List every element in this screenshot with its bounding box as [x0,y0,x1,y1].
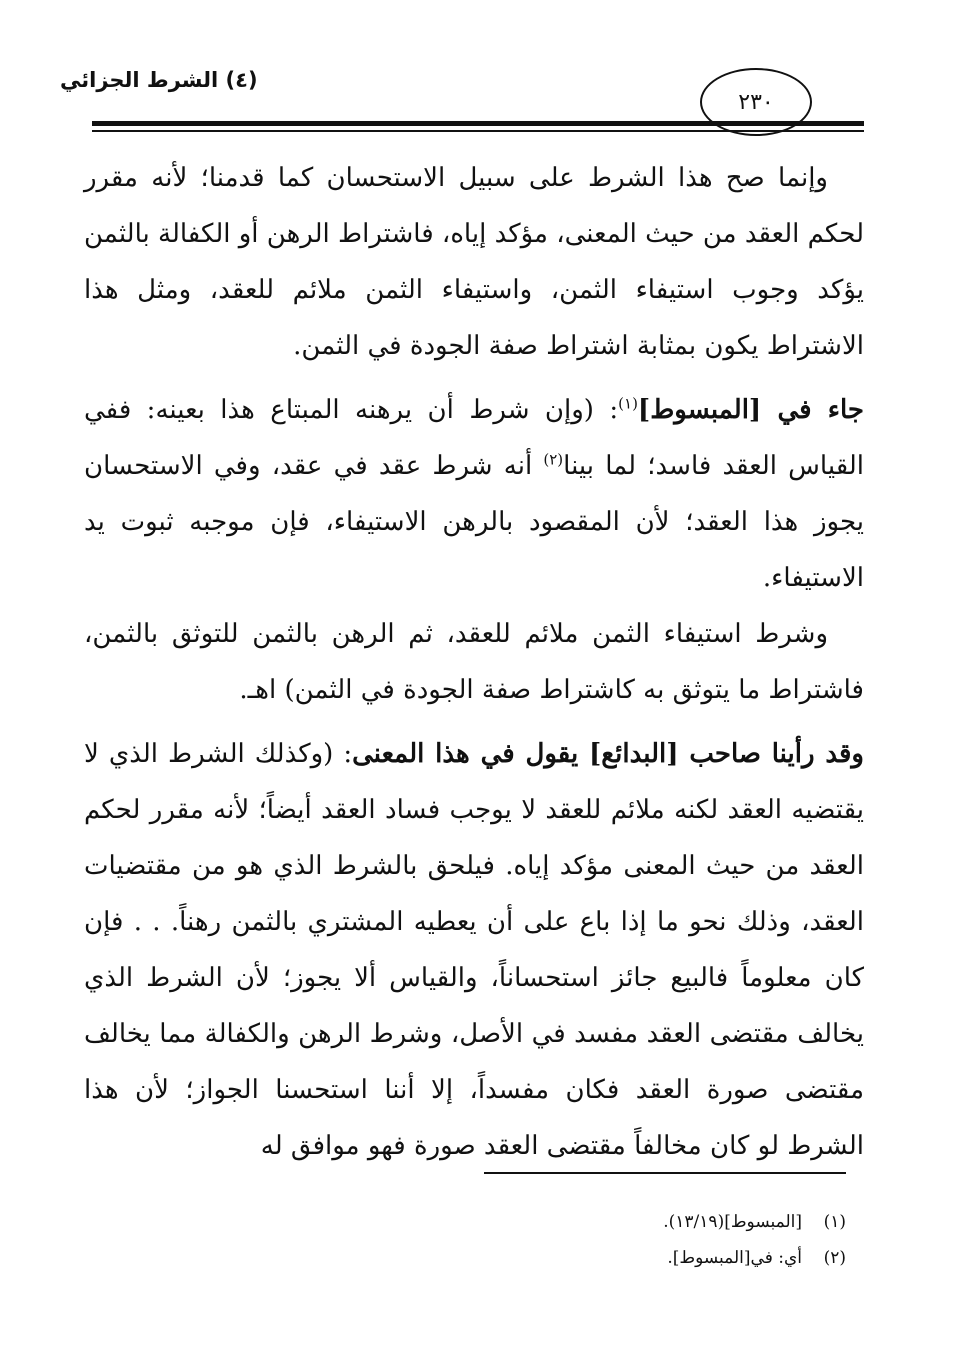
body-text [84,150,864,1174]
footnote-1-number: (١) [823,1212,846,1232]
paragraph-2 [84,382,864,606]
footnote-1-text: [المبسوط](١٣/١٩). [663,1212,802,1232]
paragraph-4-text: : (وكذلك الشرط الذي لا يقتضيه العقد لكنه ملائم للعقد لا يوجب فساد العقد أيضاً؛ لأنه مقرر لحكم العقد من حيث المعنى مؤكد إياه. فيلحق بالشرط الذي هو من مقتضيات العقد، وذلك نحو ما إذا باع على أن يعطيه المشتري بالثمن رهناً. . . فإن كان معلوماً فالبيع جائز استحساناً، والقياس ألا يجوز؛ لأن الشرط الذي يخالف مقتضى العقد مفسد في الأصل، وشرط الرهن والكفالة مما يخالف مقتضى صورة العقد فكان مفسداً، إلا أننا استحسنا الجواز؛ لأن هذا الشرط لو كان مخالفاً مقتضى العقد صورة فهو موافق له [84,739,864,1161]
running-title: (٤) الشرط الجزائي [60,68,258,92]
mabsut-citation-lead: جاء في [المبسوط] [637,395,864,425]
footnote-separator [484,1172,846,1174]
footnote-ref-1: (١) [618,394,638,413]
paragraph-2-text-a: : (وإن شرط أن يرهنه المبتاع هذا بعينه: ففي القياس العقد فاسد؛ لما بينا [84,395,864,481]
paragraph-3: وشرط استيفاء الثمن ملائم للعقد، ثم الرهن بالثمن للتوثق بالثمن، فاشتراط ما يتوثق به كاشتراط صفة الجودة في الثمن) اهـ. [84,619,864,705]
header-rule-thin [92,130,864,132]
paragraph-1: وإنما صح هذا الشرط على سبيل الاستحسان كما قدمنا؛ لأنه مقرر لحكم العقد من حيث المعنى، مؤكد إياه، فاشتراط الرهن أو الكفالة بالثمن يؤكد وجوب استيفاء الثمن، واستيفاء الثمن ملائم للعقد، ومثل هذا الاشتراط يكون بمثابة اشتراط صفة الجودة في الثمن. [84,163,864,361]
footnote-1 [400,1204,846,1240]
footnote-2-number: (٢) [823,1248,846,1268]
footnote-2-text: أي: في[المبسوط]. [667,1248,802,1268]
paragraph-4 [84,726,864,1174]
footnote-2 [400,1240,846,1276]
footnotes [400,1204,846,1276]
page-number: ٢٣٠ [738,89,774,115]
footnote-ref-2: (٢) [543,450,564,469]
page-header [0,0,956,140]
header-rule-thick [92,121,864,126]
badai-citation-lead: وقد رأينا صاحب [البدائع] يقول في هذا المعنى [352,739,864,769]
paragraph-2-text-b: أنه شرط عقد في عقد، وفي الاستحسان يجوز هذا العقد؛ لأن المقصود بالرهن الاستيفاء، فإن موجبه ثبوت يد الاستيفاء. [84,451,864,593]
